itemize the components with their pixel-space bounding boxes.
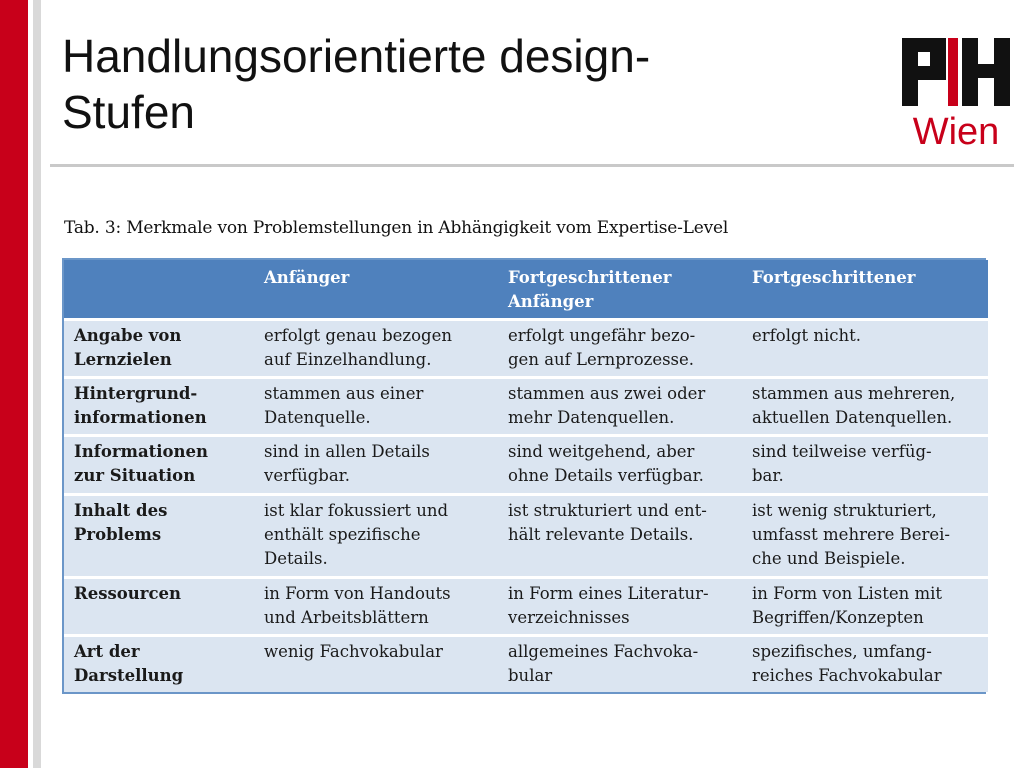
table-cell: in Form eines Literatur- verzeichnisses [498,579,742,637]
table-cell: ist strukturiert und ent- hält relevante Details. [498,496,742,579]
table-cell: sind teilweise verfüg- bar. [742,437,988,495]
row-header-cell: Angabe von Lernzielen [64,321,254,379]
row-header-cell: Hintergrund- informationen [64,379,254,437]
table-cell: ist klar fokussiert und enthält spezifische Details. [254,496,498,579]
ph-wien-logo [900,36,1012,154]
table-cell: stammen aus einer Datenquelle. [254,379,498,437]
table-cell: in Form von Listen mit Begriffen/Konzepten [742,579,988,637]
table-row [64,496,988,579]
table-cell: spezifisches, umfang- reiches Fachvokabular [742,637,988,692]
table-cell: erfolgt nicht. [742,321,988,379]
table-cell: stammen aus zwei oder mehr Datenquellen. [498,379,742,437]
table-cell: allgemeines Fachvoka- bular [498,637,742,692]
row-header-cell: Ressourcen [64,579,254,637]
table-caption: Tab. 3: Merkmale von Problemstellungen in Abhängigkeit vom Expertise-Level [64,218,729,238]
slide-title: Handlungsorientierte design- Stufen [62,30,651,138]
table-row [64,379,988,437]
expertise-table-grid [64,260,988,692]
table-row [64,637,988,692]
row-header-cell: Art der Darstellung [64,637,254,692]
table-header-cell: Fortgeschrittener [742,260,988,321]
logo-text: Wien [912,111,1000,153]
table-header-cell: Fortgeschrittener Anfänger [498,260,742,321]
row-header-cell: Informationen zur Situation [64,437,254,495]
table-cell: sind weitgehend, aber ohne Details verfügbar. [498,437,742,495]
expertise-table [62,258,986,694]
table-cell: in Form von Handouts und Arbeitsblättern [254,579,498,637]
table-header-cell [64,260,254,321]
table-cell: wenig Fachvokabular [254,637,498,692]
row-header-cell: Inhalt des Problems [64,496,254,579]
table-cell: sind in allen Details verfügbar. [254,437,498,495]
table-row [64,579,988,637]
left-grey-stripe [33,0,41,768]
ph-logo-mark [900,36,1012,108]
left-accent-bar [0,0,28,768]
table-row [64,321,988,379]
table-header-row [64,260,988,321]
table-header-cell: Anfänger [254,260,498,321]
table-cell: erfolgt ungefähr bezo- gen auf Lernprozesse. [498,321,742,379]
table-cell: stammen aus mehreren, aktuellen Datenquellen. [742,379,988,437]
table-cell: erfolgt genau bezogen auf Einzelhandlung. [254,321,498,379]
title-divider [50,164,1014,167]
table-cell: ist wenig strukturiert, umfasst mehrere Berei- che und Beispiele. [742,496,988,579]
table-row [64,437,988,495]
